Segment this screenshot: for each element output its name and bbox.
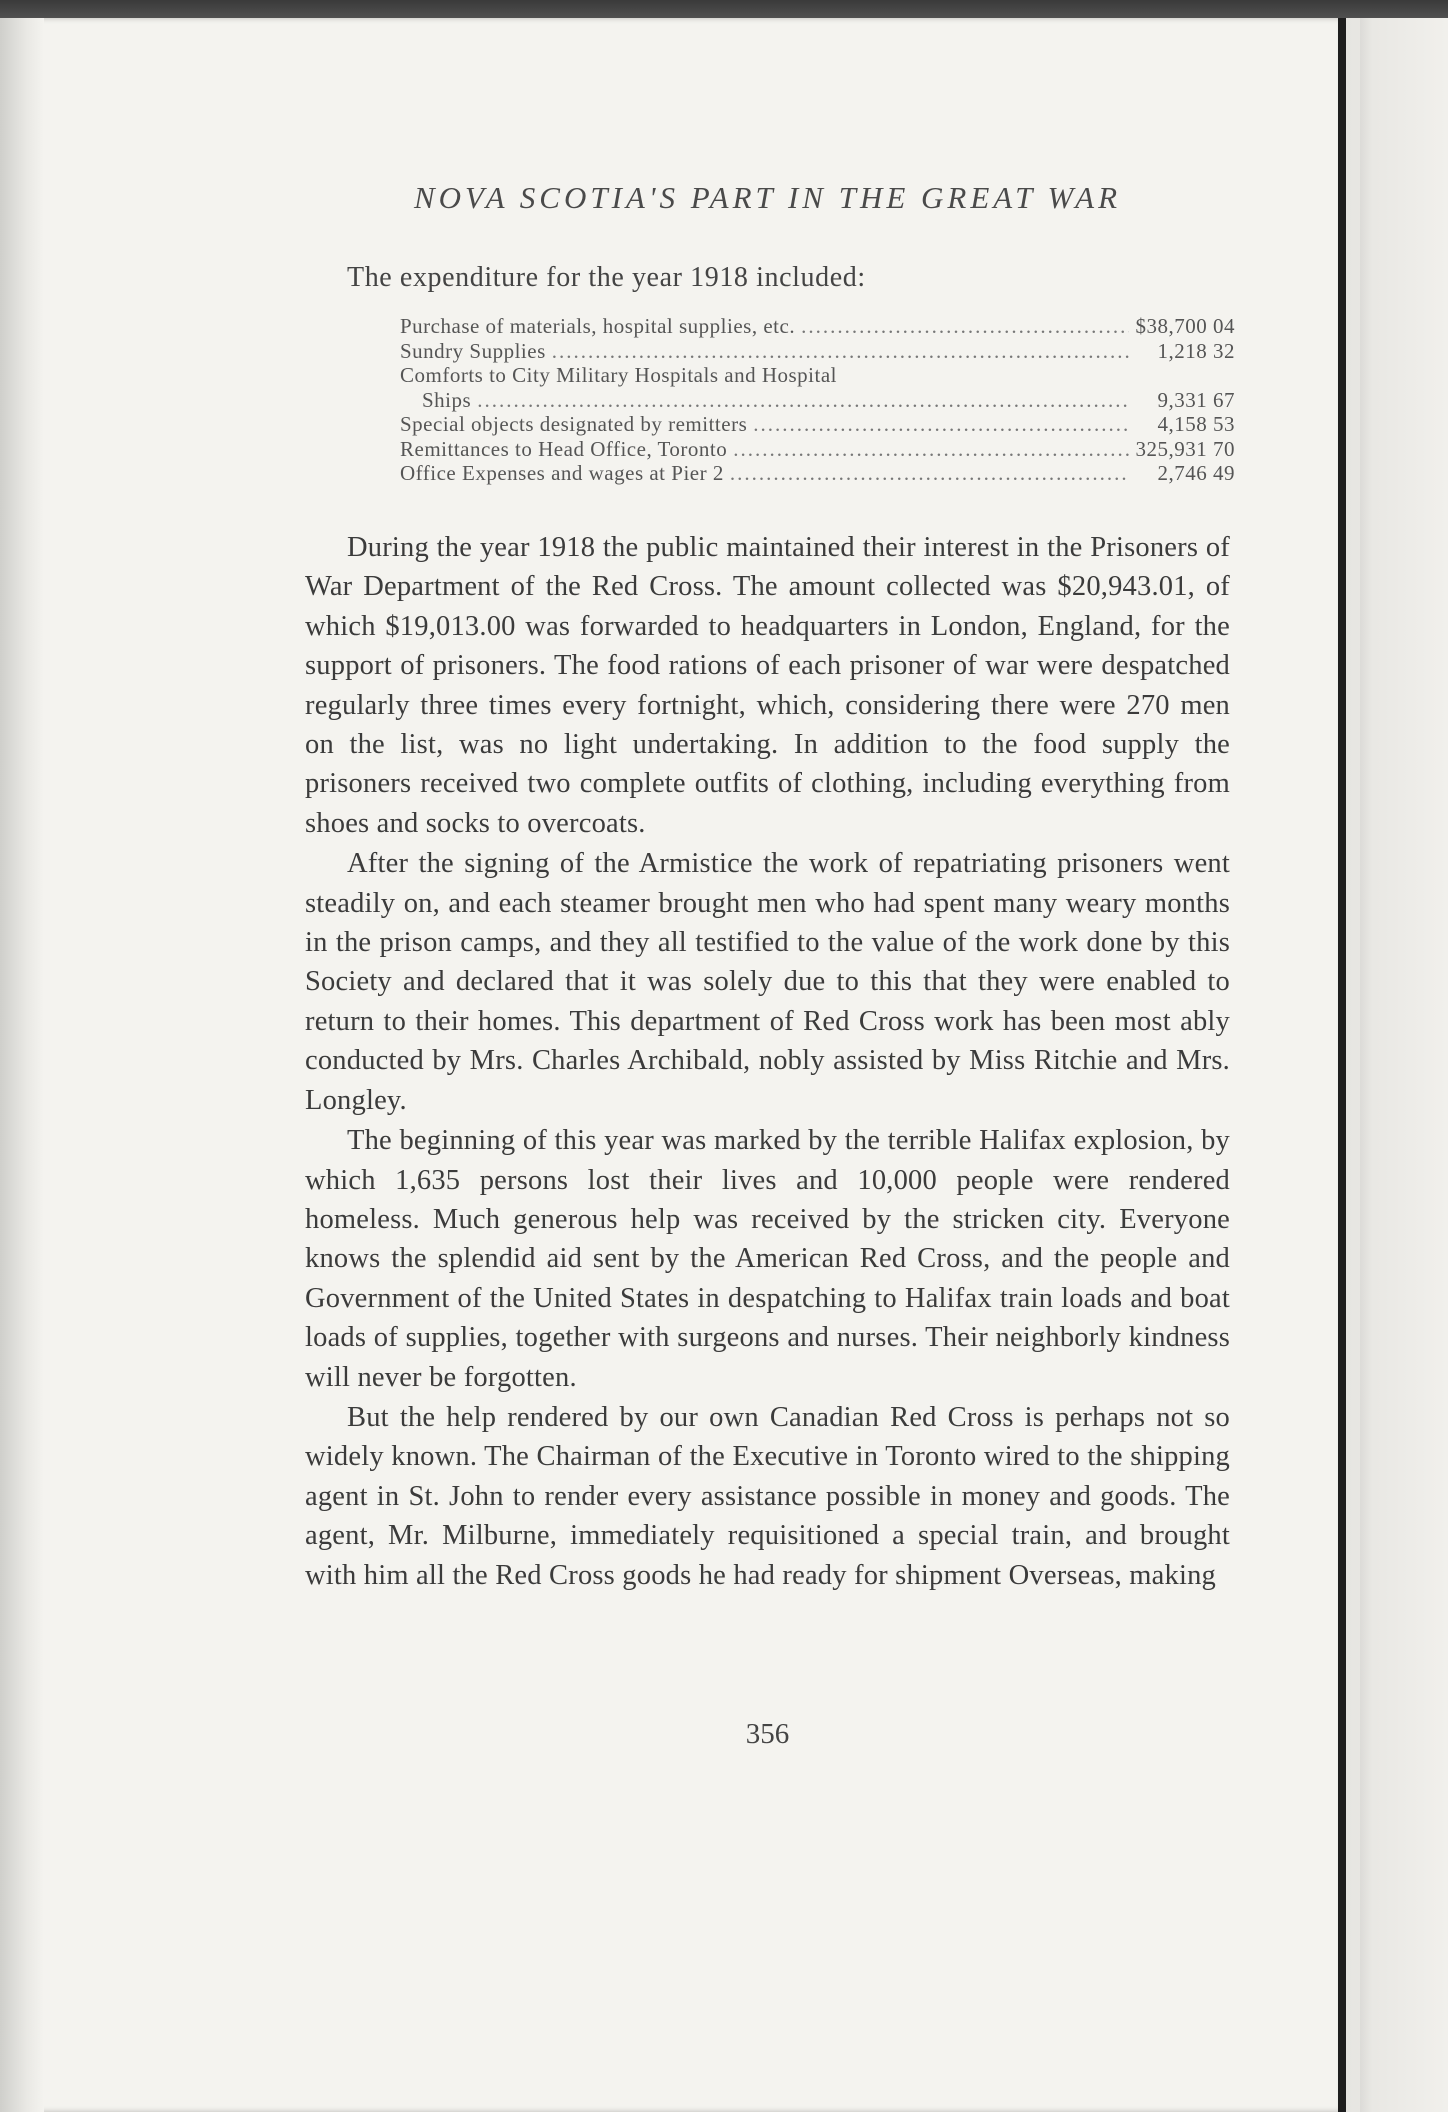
dot-leader	[733, 437, 1129, 462]
running-head: NOVA SCOTIA'S PART IN THE GREAT WAR	[413, 180, 1122, 215]
dot-leader	[477, 388, 1129, 413]
expenditure-row	[400, 388, 1235, 413]
expenditure-label: Purchase of materials, hospital supplies, etc.	[400, 314, 796, 338]
expenditure-label: Comforts to City Military Hospitals and Hospital	[400, 363, 837, 387]
dot-leader	[552, 339, 1129, 364]
expenditure-intro: The expenditure for the year 1918 included:	[347, 262, 866, 293]
expenditure-amount: 2,746 49	[1157, 461, 1235, 485]
expenditure-label: Ships	[422, 387, 472, 412]
expenditure-amount: 9,331 67	[1157, 387, 1235, 412]
expenditure-table	[400, 314, 1235, 486]
expenditure-label: Office Expenses and wages at Pier 2	[400, 461, 724, 485]
expenditure-amount: 4,158 53	[1157, 412, 1235, 436]
dot-leader	[753, 412, 1129, 437]
page-number: 356	[745, 1718, 790, 1750]
expenditure-row	[400, 412, 1235, 437]
paragraph: During the year 1918 the public maintained their interest in the Prisoners of War Department of the Red Cross. The amount collected was $20,943.01, of which $19,013.00 was forwarded to headquarters in London, England, for the support of prisoners. The food rations of each prisoner of war were despatched regularly three times every fortnight, which, considering there were 270 men on the list, was no light undertaking. In addition to the food supply the prisoners received two complete outfits of clothing, including everything from shoes and socks to overcoats.	[305, 532, 1230, 839]
facing-page-shadow	[1360, 18, 1372, 2112]
page-gutter	[0, 18, 44, 2112]
paragraph: After the signing of the Armistice the work of repatriating prisoners went steadily on, and each steamer brought men who had spent many weary months in the prison camps, and they all testified to the value of the work done by this Society and declared that it was solely due to this that they were enabled to return to their homes. This department of Red Cross work has been most ably conducted by Mrs. Charles Archibald, nobly assisted by Miss Ritchie and Mrs. Longley.	[305, 848, 1230, 1116]
expenditure-amount: $38,700 04	[1135, 314, 1235, 338]
expenditure-row	[400, 437, 1235, 462]
dot-leader	[801, 314, 1129, 339]
expenditure-label: Special objects designated by remitters	[400, 412, 748, 436]
dot-leader	[730, 461, 1129, 486]
expenditure-row	[400, 339, 1235, 364]
body-text	[305, 528, 1230, 1595]
expenditure-row	[400, 314, 1235, 339]
expenditure-row	[400, 363, 1235, 388]
page-edge-shadow	[1338, 18, 1346, 2112]
expenditure-amount: 1,218 32	[1157, 338, 1235, 363]
expenditure-row	[400, 461, 1235, 486]
paragraph: The beginning of this year was marked by the terrible Halifax explosion, by which 1,635 persons lost their lives and 10,000 people were rendered homeless. Much generous help was received by the stricken city. Everyone knows the splendid aid sent by the American Red Cross, and the people and Government of the United States in despatching to Halifax train loads and boat loads of supplies, together with surgeons and nurses. Their neighborly kindness will never be forgotten.	[305, 1125, 1230, 1393]
paragraph: But the help rendered by our own Canadian Red Cross is perhaps not so widely known. The Chairman of the Executive in Toronto wired to the shipping agent in St. John to render every assistance possible in money and goods. The agent, Mr. Milburne, immediately requisitioned a special train, and brought with him all the Red Cross goods he had ready for shipment Overseas, making	[305, 1401, 1230, 1591]
expenditure-amount: 325,931 70	[1135, 436, 1235, 461]
expenditure-label: Remittances to Head Office, Toronto	[400, 436, 728, 461]
expenditure-label: Sundry Supplies	[400, 338, 546, 363]
